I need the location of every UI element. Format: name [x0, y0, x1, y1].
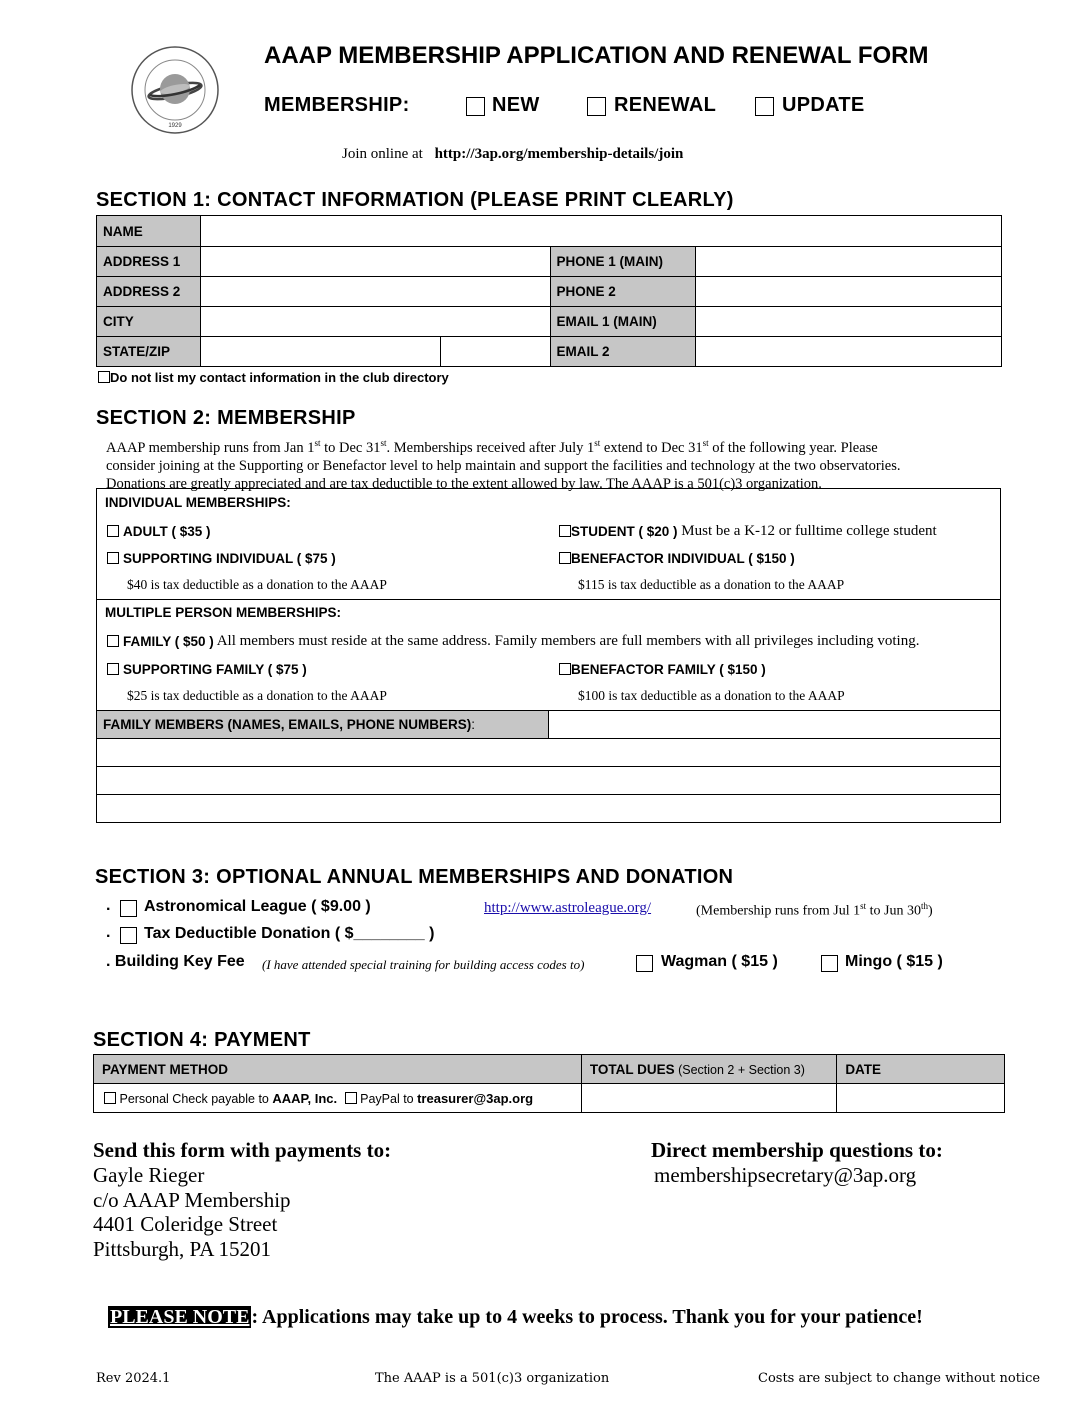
intro-line-3: Donations are greatly appreciated and are tax deductible to the extent allowed by law. The AAAP is a 501(c)3 organization.	[106, 475, 822, 492]
donation-label: Tax Deductible Donation ( $________ )	[144, 925, 435, 942]
donation-row: . Tax Deductible Donation ( $________ )	[106, 924, 435, 942]
astronomical-league-checkbox[interactable]	[120, 900, 137, 917]
student-note: Must be a K-12 or fulltime college student	[677, 522, 937, 539]
phone2-field[interactable]	[696, 277, 1002, 307]
statezip-label: STATE/ZIP	[97, 337, 201, 367]
footer-rev: Rev 2024.1	[96, 1371, 171, 1386]
renewal-label: RENEWAL	[614, 94, 717, 116]
supporting-family-note: $25 is tax deductible as a donation to the AAAP	[127, 688, 387, 703]
benefactor-family-note: $100 is tax deductible as a donation to the AAAP	[578, 688, 845, 703]
address1-label: ADDRESS 1	[97, 247, 201, 277]
section2-title: SECTION 2: MEMBERSHIP	[96, 407, 356, 429]
family-members-field-4[interactable]	[97, 795, 1001, 823]
update-checkbox[interactable]	[755, 97, 774, 116]
phone1-field[interactable]	[696, 247, 1002, 277]
key-fee-label: . Building Key Fee	[106, 953, 245, 970]
section4-title: SECTION 4: PAYMENT	[93, 1029, 311, 1051]
astroleague-note: (Membership runs from Jul 1st to Jun 30th)	[696, 901, 933, 919]
supporting-family-checkbox[interactable]	[107, 663, 119, 675]
new-checkbox[interactable]	[466, 97, 485, 116]
student-checkbox[interactable]	[559, 525, 571, 537]
supporting-individual-checkbox[interactable]	[107, 552, 119, 564]
mingo-checkbox[interactable]	[821, 955, 838, 972]
benefactor-individual-label: BENEFACTOR INDIVIDUAL ( $150 )	[571, 550, 795, 566]
benefactor-individual-option	[559, 549, 795, 567]
individual-header: INDIVIDUAL MEMBERSHIPS:	[105, 495, 291, 510]
adult-option	[107, 522, 211, 540]
phone2-label: PHONE 2	[550, 277, 696, 307]
family-members-label: FAMILY MEMBERS (NAMES, EMAILS, PHONE NUMBERS):	[97, 711, 549, 739]
paypal-label: PayPal to treasurer@3ap.org	[360, 1090, 534, 1106]
supporting-individual-note: $40 is tax deductible as a donation to the AAAP	[127, 577, 387, 592]
multiple-memberships-box	[96, 599, 1001, 711]
total-dues-header: TOTAL DUES (Section 2 + Section 3)	[581, 1055, 836, 1084]
benefactor-individual-note: $115 is tax deductible as a donation to the AAAP	[578, 577, 845, 592]
mailing-block	[93, 1137, 391, 1261]
membership-label: MEMBERSHIP:	[264, 94, 410, 116]
email2-label: EMAIL 2	[550, 337, 696, 367]
adult-label: ADULT ( $35 )	[123, 523, 211, 539]
mailing-line-1: Gayle Rieger	[93, 1163, 205, 1187]
questions-heading: Direct membership questions to:	[651, 1138, 943, 1162]
payment-method-options	[94, 1084, 582, 1113]
family-note: All members must reside at the same address. Family members are full members with all privileges including voting.	[213, 632, 920, 649]
phone1-label: PHONE 1 (MAIN)	[550, 247, 696, 277]
aaap-logo	[130, 45, 220, 135]
mailing-line-3: 4401 Coleridge Street	[93, 1212, 278, 1236]
multiple-header: MULTIPLE PERSON MEMBERSHIPS:	[105, 605, 342, 620]
renewal-checkbox[interactable]	[587, 97, 606, 116]
check-payment-label: Personal Check payable to AAAP, Inc.	[119, 1090, 338, 1106]
city-field[interactable]	[200, 307, 550, 337]
family-label: FAMILY ( $50 )	[123, 633, 214, 649]
adult-checkbox[interactable]	[107, 525, 119, 537]
astroleague-link[interactable]: http://www.astroleague.org/	[484, 900, 652, 916]
key-fee-note: (I have attended special training for building access codes to)	[262, 957, 585, 972]
benefactor-family-label: BENEFACTOR FAMILY ( $150 )	[571, 661, 766, 677]
update-label: UPDATE	[782, 94, 865, 116]
name-label: NAME	[97, 216, 201, 247]
email1-field[interactable]	[696, 307, 1002, 337]
family-members-field-1[interactable]	[548, 711, 1000, 739]
intro-line-2: consider joining at the Supporting or Benefactor level to help maintain and support the facilities and technology at the two observatories.	[106, 457, 901, 474]
directory-optout	[98, 368, 449, 386]
astronomical-league-label: Astronomical League ( $9.00 )	[144, 898, 371, 915]
email2-field[interactable]	[696, 337, 1002, 367]
address2-label: ADDRESS 2	[97, 277, 201, 307]
new-label: NEW	[492, 94, 540, 116]
please-note-badge: PLEASE NOTE	[110, 1306, 250, 1328]
benefactor-family-checkbox[interactable]	[559, 663, 571, 675]
family-checkbox[interactable]	[107, 635, 119, 647]
supporting-family-label: SUPPORTING FAMILY ( $75 )	[123, 661, 307, 677]
mailing-heading: Send this form with payments to:	[93, 1138, 392, 1162]
section1-title: SECTION 1: CONTACT INFORMATION (PLEASE PRINT CLEARLY)	[96, 189, 734, 211]
payment-table	[93, 1054, 1005, 1113]
membership-type-row	[264, 92, 964, 120]
processing-notice	[108, 1306, 923, 1329]
city-label: CITY	[97, 307, 201, 337]
zip-field[interactable]	[440, 337, 550, 367]
logo-year: 1929	[168, 123, 182, 129]
footer-org: The AAAP is a 501(c)3 organization	[375, 1371, 610, 1386]
family-members-field-3[interactable]	[97, 767, 1001, 795]
paypal-checkbox[interactable]	[345, 1092, 357, 1104]
address2-field[interactable]	[200, 277, 550, 307]
mailing-line-4: Pittsburgh, PA 15201	[93, 1236, 271, 1261]
section2-intro	[106, 434, 900, 493]
supporting-individual-label: SUPPORTING INDIVIDUAL ( $75 )	[123, 550, 336, 566]
family-option	[107, 632, 919, 650]
questions-email[interactable]: membershipsecretary@3ap.org	[654, 1163, 917, 1187]
state-field[interactable]	[200, 337, 440, 367]
join-online	[342, 146, 683, 163]
form-title: AAAP MEMBERSHIP APPLICATION AND RENEWAL FORM	[264, 42, 929, 69]
benefactor-family-option	[559, 660, 766, 678]
contact-table	[96, 215, 1002, 367]
email1-label: EMAIL 1 (MAIN)	[550, 307, 696, 337]
address1-field[interactable]	[200, 247, 550, 277]
astronomical-league-row: . Astronomical League ( $9.00 ) http://www.astroleague.org/ (Membership runs from Jul 1st to Jun 30th)	[106, 897, 933, 919]
family-members-table	[96, 710, 1001, 823]
footer-costs: Costs are subject to change without notice	[758, 1371, 1041, 1386]
student-label: STUDENT ( $20 )	[571, 523, 678, 539]
supporting-individual-option	[107, 549, 336, 567]
date-field[interactable]	[837, 1084, 1005, 1113]
supporting-family-option	[107, 660, 307, 678]
payment-method-header: PAYMENT METHOD	[94, 1055, 582, 1084]
donation-checkbox[interactable]	[120, 927, 137, 944]
join-text: Join online at	[342, 146, 423, 162]
name-field[interactable]	[200, 216, 1001, 247]
mingo-label: Mingo ( $15 )	[845, 953, 943, 970]
check-payment-checkbox[interactable]	[104, 1092, 116, 1104]
total-dues-field[interactable]	[581, 1084, 836, 1113]
student-option	[559, 522, 937, 540]
join-url[interactable]: http://3ap.org/membership-details/join	[434, 146, 684, 162]
wagman-label: Wagman ( $15 )	[661, 953, 778, 970]
wagman-checkbox[interactable]	[636, 955, 653, 972]
notice-text: : Applications may take up to 4 weeks to process. Thank you for your patience!	[251, 1306, 923, 1328]
date-header: DATE	[837, 1055, 1005, 1084]
questions-block	[651, 1137, 943, 1188]
directory-optout-checkbox[interactable]	[98, 371, 110, 383]
key-fee-row	[106, 952, 986, 976]
directory-optout-label: Do not list my contact information in the club directory	[110, 369, 449, 385]
section3-title: SECTION 3: OPTIONAL ANNUAL MEMBERSHIPS AND DONATION	[95, 866, 734, 888]
benefactor-individual-checkbox[interactable]	[559, 552, 571, 564]
intro-line-1: AAAP membership runs from Jan 1st to Dec 31st. Memberships received after July 1st extend to Dec 31st of the following year. Please	[106, 438, 878, 456]
mailing-line-2: c/o AAAP Membership	[93, 1187, 291, 1212]
family-members-field-2[interactable]	[97, 739, 1001, 767]
individual-memberships-box	[96, 488, 1001, 600]
